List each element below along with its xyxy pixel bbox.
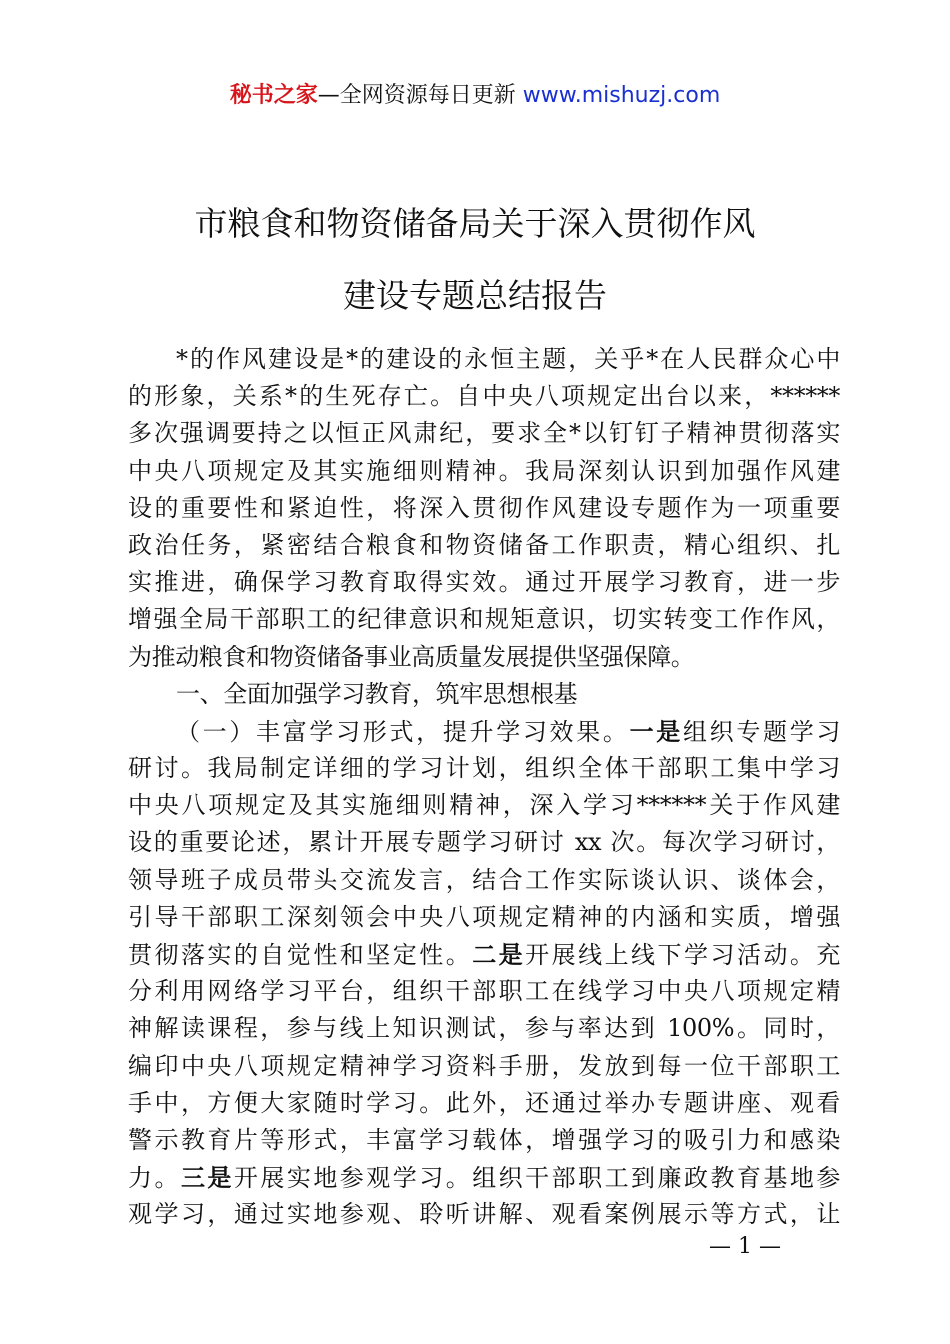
- document-title: [0, 188, 950, 332]
- banner-slogan: —全网资源每日更新: [317, 83, 516, 108]
- body-line: 实推进，确保学习教育取得实效。通过开展学习教育，进一步: [128, 568, 840, 597]
- body-line: 编印中央八项规定精神学习资料手册，发放到每一位干部职工: [128, 1051, 840, 1080]
- section-heading: 一、全面加强学习教育，筑牢思想根基: [176, 679, 578, 708]
- body-line: 中央八项规定及其实施细则精神。我局深刻认识到加强作风建: [128, 456, 840, 485]
- body-line: 增强全局干部职工的纪律意识和规矩意识，切实转变工作作风，: [128, 605, 840, 634]
- body-line: [128, 936, 840, 973]
- page-number: — 1 —: [709, 1234, 781, 1259]
- body-line: 领导班子成员带头交流发言，结合工作实际谈认识、谈体会，: [128, 865, 840, 894]
- body-line: 引导干部职工深刻领会中央八项规定精神的内涵和实质，增强: [128, 902, 840, 931]
- body-line: 观学习，通过实地参观、聆听讲解、观看案例展示等方式，让: [128, 1200, 840, 1229]
- document-body: [128, 341, 840, 1234]
- body-line: 政治任务，紧密结合粮食和物资储备工作职责，精心组织、扎: [128, 530, 840, 559]
- body-line: *的作风建设是*的建设的永恒主题，关乎*在人民群众心中: [176, 345, 840, 373]
- subsection-text: 组织专题学习: [682, 717, 840, 746]
- body-line: 分利用网络学习平台，组织干部职工在线学习中央八项规定精: [128, 977, 840, 1006]
- site-banner: [0, 80, 950, 112]
- body-line: 神解读课程，参与线上知识测试，参与率达到 100%。同时，: [128, 1014, 840, 1043]
- body-line: 为推动粮食和物资储备事业高质量发展提供坚强保障。: [128, 642, 695, 671]
- banner-url-link[interactable]: www.mishuzj.com: [522, 83, 721, 108]
- body-line: 设的重要论述，累计开展专题学习研讨 xx 次。每次学习研讨，: [128, 828, 840, 857]
- subsection-line: [128, 713, 840, 750]
- body-line: 的形象，关系*的生死存亡。自中央八项规定出台以来，******: [128, 382, 840, 411]
- body-line: [128, 1159, 840, 1196]
- body-text: 开展实地参观学习。组织干部职工到廉政教育基地参: [233, 1164, 840, 1193]
- body-line: 研讨。我局制定详细的学习计划，组织全体干部职工集中学习: [128, 754, 840, 783]
- banner-brand: 秘书之家: [229, 83, 318, 108]
- body-line: 中央八项规定及其实施细则精神，深入学习******关于作风建: [128, 791, 840, 820]
- body-line: 多次强调要持之以恒正风肃纪，要求全*以钉钉子精神贯彻落实: [128, 419, 840, 448]
- emphasis-third: 三是: [180, 1163, 234, 1193]
- body-text: 力。: [128, 1164, 181, 1193]
- body-line: 警示教育片等形式，丰富学习载体，增强学习的吸引力和感染: [128, 1125, 840, 1154]
- body-line: 手中，方便大家随时学习。此外，还通过举办专题讲座、观看: [128, 1088, 840, 1117]
- body-text: 开展线上线下学习活动。充: [525, 941, 840, 969]
- title-line-1: 市粮食和物资储备局关于深入贯彻作风: [194, 204, 756, 243]
- title-line-2: 建设专题总结报告: [343, 276, 607, 315]
- subsection-heading: （一）丰富学习形式，提升学习效果。: [176, 717, 630, 746]
- emphasis-second: 二是: [472, 940, 526, 969]
- body-text: 贯彻落实的自觉性和坚定性。: [128, 941, 473, 969]
- body-line: 设的重要性和紧迫性，将深入贯彻作风建设专题作为一项重要: [128, 493, 840, 522]
- emphasis-first: 一是: [629, 716, 683, 746]
